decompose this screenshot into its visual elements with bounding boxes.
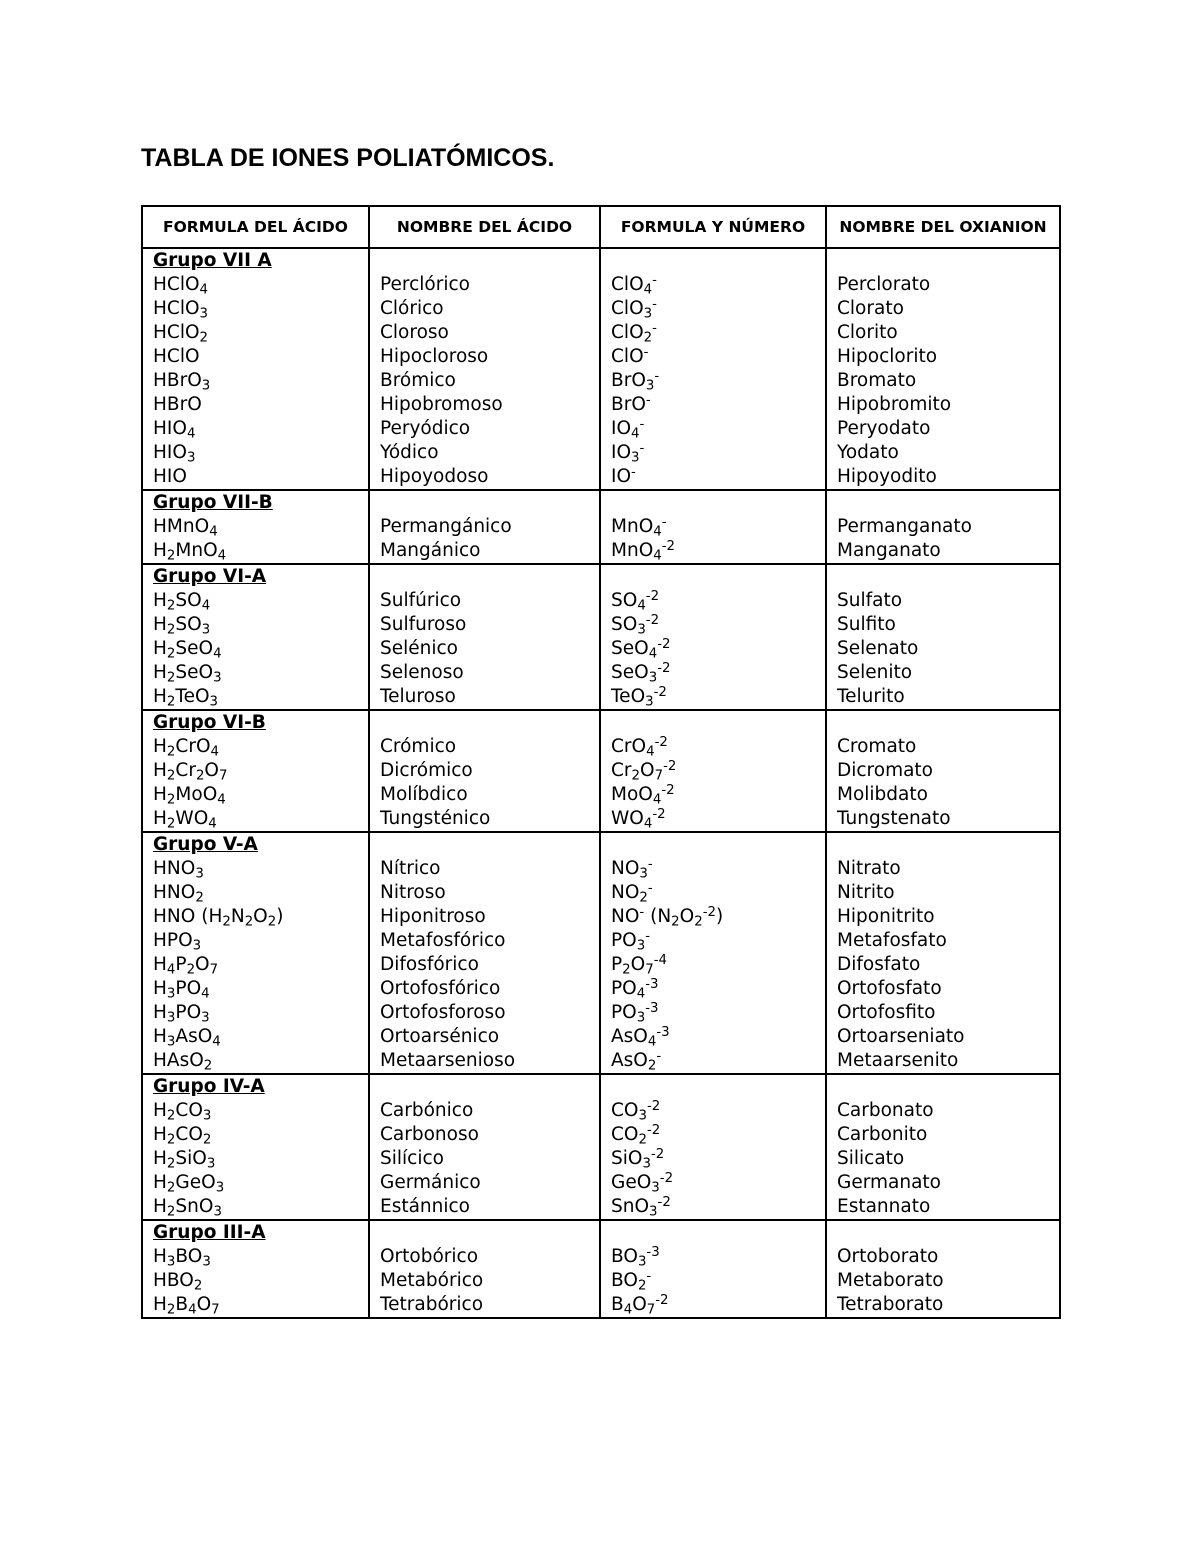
acid-formula: $HNO_3$ xyxy=(142,857,369,881)
acid-name: Dicrómico xyxy=(369,759,600,783)
table-row xyxy=(142,369,1060,393)
group-name: Grupo VII-B xyxy=(153,492,273,513)
oxyanion-name: Permanganato xyxy=(826,515,1060,539)
acid-formula: $H_2GeO_3$ xyxy=(142,1171,369,1195)
table-row xyxy=(142,1245,1060,1269)
acid-name: Tetrabórico xyxy=(369,1293,600,1318)
empty-cell xyxy=(826,832,1060,857)
table-row xyxy=(142,929,1060,953)
acid-formula: $HBO_2$ xyxy=(142,1269,369,1293)
table-row xyxy=(142,807,1060,832)
table-row xyxy=(142,417,1060,441)
acid-name: Selenoso xyxy=(369,661,600,685)
oxyanion-name: Ortoborato xyxy=(826,1245,1060,1269)
oxyanion-name: Cromato xyxy=(826,735,1060,759)
group-label-cell xyxy=(142,490,369,515)
empty-cell xyxy=(826,248,1060,273)
acid-name: Ortoarsénico xyxy=(369,1025,600,1049)
acid-name: Ortofosforoso xyxy=(369,1001,600,1025)
empty-cell xyxy=(369,1220,600,1245)
oxyanion-name: Germanato xyxy=(826,1171,1060,1195)
acid-formula: $H_2SO_3$ xyxy=(142,613,369,637)
table-row xyxy=(142,783,1060,807)
acid-name: Hipocloroso xyxy=(369,345,600,369)
empty-cell xyxy=(826,1074,1060,1099)
ion-formula: $PO_4^{-3}$ xyxy=(600,977,826,1001)
ion-formula: $PO_3^-$ xyxy=(600,929,826,953)
acid-name: Yódico xyxy=(369,441,600,465)
table-row xyxy=(142,685,1060,710)
ion-formula: ClO$_2$- xyxy=(600,321,826,345)
acid-formula: $H_2SeO_4$ xyxy=(142,637,369,661)
ion-formula: AsO$_2$- xyxy=(600,1049,826,1074)
table-row xyxy=(142,661,1060,685)
table-body xyxy=(142,248,1060,1318)
acid-name: Sulfuroso xyxy=(369,613,600,637)
acid-name: Selénico xyxy=(369,637,600,661)
acid-formula: $H_2Cr_2O_7$ xyxy=(142,759,369,783)
empty-cell xyxy=(369,490,600,515)
acid-name: Carbónico xyxy=(369,1099,600,1123)
empty-cell xyxy=(600,1220,826,1245)
acid-formula: HClO$_2$ xyxy=(142,321,369,345)
table-row xyxy=(142,1001,1060,1025)
acid-name: Crómico xyxy=(369,735,600,759)
oxyanion-name: Manganato xyxy=(826,539,1060,564)
ion-formula: $CO_3^{-2}$ xyxy=(600,1099,826,1123)
acid-name: Ortobórico xyxy=(369,1245,600,1269)
oxyanion-name: Peryodato xyxy=(826,417,1060,441)
oxyanion-name: Yodato xyxy=(826,441,1060,465)
table-row xyxy=(142,759,1060,783)
header-formula-number: FORMULA Y NÚMERO xyxy=(600,206,826,248)
oxyanion-name: Hipobromito xyxy=(826,393,1060,417)
acid-formula: $HNO_2$ xyxy=(142,881,369,905)
polyatomic-ions-table xyxy=(141,205,1061,1319)
oxyanion-name: Ortofosfito xyxy=(826,1001,1060,1025)
ion-formula: SeO$_3^{-2}$ xyxy=(600,661,826,685)
header-acid-name: NOMBRE DEL ÁCIDO xyxy=(369,206,600,248)
oxyanion-name: Sulfito xyxy=(826,613,1060,637)
acid-name: Silícico xyxy=(369,1147,600,1171)
group-header-row xyxy=(142,248,1060,273)
acid-name: Ortofosfórico xyxy=(369,977,600,1001)
empty-cell xyxy=(600,564,826,589)
group-name: Grupo VI-A xyxy=(153,566,267,587)
ion-formula: MnO$_4^{-2}$ xyxy=(600,539,826,564)
acid-name: Hipobromoso xyxy=(369,393,600,417)
table-row xyxy=(142,539,1060,564)
acid-formula: $H_2WO_4$ xyxy=(142,807,369,832)
empty-cell xyxy=(826,1220,1060,1245)
ion-formula: $WO_4^{-2}$ xyxy=(600,807,826,832)
acid-name: Mangánico xyxy=(369,539,600,564)
acid-formula: HClO$_3$ xyxy=(142,297,369,321)
empty-cell xyxy=(369,710,600,735)
oxyanion-name: Nitrito xyxy=(826,881,1060,905)
oxyanion-name: Carbonito xyxy=(826,1123,1060,1147)
acid-name: Metabórico xyxy=(369,1269,600,1293)
table-row xyxy=(142,881,1060,905)
acid-formula: $H_2CrO_4$ xyxy=(142,735,369,759)
ion-formula: ClO- xyxy=(600,345,826,369)
oxyanion-name: Telurito xyxy=(826,685,1060,710)
acid-formula: HBrO xyxy=(142,393,369,417)
table-row xyxy=(142,393,1060,417)
acid-name: Teluroso xyxy=(369,685,600,710)
table-row xyxy=(142,1171,1060,1195)
ion-formula: $BO_3^{-3}$ xyxy=(600,1245,826,1269)
oxyanion-name: Carbonato xyxy=(826,1099,1060,1123)
group-header-row xyxy=(142,564,1060,589)
ion-formula: ClO$_4$- xyxy=(600,273,826,297)
acid-name: Brómico xyxy=(369,369,600,393)
acid-name: Metaarsenioso xyxy=(369,1049,600,1074)
table-row xyxy=(142,1293,1060,1318)
table-row xyxy=(142,321,1060,345)
acid-formula: $H_3AsO_4$ xyxy=(142,1025,369,1049)
group-label-cell xyxy=(142,564,369,589)
table-row xyxy=(142,1049,1060,1074)
acid-formula: $H_2TeO_3$ xyxy=(142,685,369,710)
oxyanion-name: Nitrato xyxy=(826,857,1060,881)
acid-name: Hipoyodoso xyxy=(369,465,600,490)
table-row xyxy=(142,637,1060,661)
acid-formula: $H_2MoO_4$ xyxy=(142,783,369,807)
table-row xyxy=(142,1025,1060,1049)
acid-formula: $HPO_3$ xyxy=(142,929,369,953)
acid-formula: $H_4P_2O_7$ xyxy=(142,953,369,977)
empty-cell xyxy=(369,1074,600,1099)
acid-name: Permangánico xyxy=(369,515,600,539)
group-label-cell xyxy=(142,710,369,735)
acid-formula: HAsO$_2$ xyxy=(142,1049,369,1074)
acid-formula: $H_2CO_3$ xyxy=(142,1099,369,1123)
header-row xyxy=(142,206,1060,248)
acid-formula: $H_2MnO_4$ xyxy=(142,539,369,564)
oxyanion-name: Metaborato xyxy=(826,1269,1060,1293)
table-row xyxy=(142,515,1060,539)
acid-name: Perclórico xyxy=(369,273,600,297)
table-row xyxy=(142,441,1060,465)
oxyanion-name: Tetraborato xyxy=(826,1293,1060,1318)
ion-formula: SnO$_3^{-2}$ xyxy=(600,1195,826,1220)
group-name: Grupo V-A xyxy=(153,834,258,855)
table-row xyxy=(142,1195,1060,1220)
acid-name: Carbonoso xyxy=(369,1123,600,1147)
oxyanion-name: Metaarsenito xyxy=(826,1049,1060,1074)
oxyanion-name: Hipoyodito xyxy=(826,465,1060,490)
ion-formula: SiO$_3^{-2}$ xyxy=(600,1147,826,1171)
oxyanion-name: Hiponitrito xyxy=(826,905,1060,929)
acid-formula: HMnO$_4$ xyxy=(142,515,369,539)
ion-formula: IO- xyxy=(600,465,826,490)
ion-formula: $NO_2^-$ xyxy=(600,881,826,905)
ion-formula: $BO_2^-$ xyxy=(600,1269,826,1293)
group-name: Grupo IV-A xyxy=(153,1076,265,1097)
table-row xyxy=(142,273,1060,297)
ion-formula: $PO_3^{-3}$ xyxy=(600,1001,826,1025)
acid-formula: $H_2CO_2$ xyxy=(142,1123,369,1147)
acid-name: Hiponitroso xyxy=(369,905,600,929)
oxyanion-name: Molibdato xyxy=(826,783,1060,807)
acid-formula: HClO xyxy=(142,345,369,369)
oxyanion-name: Silicato xyxy=(826,1147,1060,1171)
table-header xyxy=(142,206,1060,248)
group-header-row xyxy=(142,1220,1060,1245)
group-header-row xyxy=(142,490,1060,515)
ion-formula: $SO_3^{-2}$ xyxy=(600,613,826,637)
table-row xyxy=(142,613,1060,637)
ion-formula: SeO$_4^{-2}$ xyxy=(600,637,826,661)
ion-formula: NO- $(N_2O_2^{-2})$ xyxy=(600,905,826,929)
oxyanion-name: Estannato xyxy=(826,1195,1060,1220)
ion-formula: CrO$_4^{-2}$ xyxy=(600,735,826,759)
empty-cell xyxy=(600,832,826,857)
oxyanion-name: Clorito xyxy=(826,321,1060,345)
group-header-row xyxy=(142,710,1060,735)
empty-cell xyxy=(600,1074,826,1099)
empty-cell xyxy=(600,248,826,273)
ion-formula: BrO- xyxy=(600,393,826,417)
table-row xyxy=(142,977,1060,1001)
table-row xyxy=(142,465,1060,490)
acid-name: Peryódico xyxy=(369,417,600,441)
acid-name: Difosfórico xyxy=(369,953,600,977)
oxyanion-name: Perclorato xyxy=(826,273,1060,297)
empty-cell xyxy=(826,564,1060,589)
acid-formula: $HIO_3$ xyxy=(142,441,369,465)
table-row xyxy=(142,1123,1060,1147)
table-row xyxy=(142,857,1060,881)
acid-formula: $H_2SiO_3$ xyxy=(142,1147,369,1171)
ion-formula: GeO$_3^{-2}$ xyxy=(600,1171,826,1195)
ion-formula: MnO$_4$- xyxy=(600,515,826,539)
acid-formula: $H_2SnO_3$ xyxy=(142,1195,369,1220)
acid-formula: HBrO$_3$ xyxy=(142,369,369,393)
oxyanion-name: Ortoarseniato xyxy=(826,1025,1060,1049)
group-name: Grupo VI-B xyxy=(153,712,266,733)
oxyanion-name: Metafosfato xyxy=(826,929,1060,953)
table-row xyxy=(142,953,1060,977)
acid-name: Nitroso xyxy=(369,881,600,905)
acid-formula: HNO $(H_2N_2O_2)$ xyxy=(142,905,369,929)
acid-name: Cloroso xyxy=(369,321,600,345)
table-row xyxy=(142,1269,1060,1293)
group-label-cell xyxy=(142,1074,369,1099)
empty-cell xyxy=(369,832,600,857)
acid-formula: $H_3BO_3$ xyxy=(142,1245,369,1269)
group-label-cell xyxy=(142,832,369,857)
group-header-row xyxy=(142,832,1060,857)
empty-cell xyxy=(369,248,600,273)
table-row xyxy=(142,1147,1060,1171)
acid-formula: $H_2SeO_3$ xyxy=(142,661,369,685)
group-label-cell xyxy=(142,1220,369,1245)
acid-formula: $HIO_4$ xyxy=(142,417,369,441)
group-header-row xyxy=(142,1074,1060,1099)
oxyanion-name: Difosfato xyxy=(826,953,1060,977)
oxyanion-name: Tungstenato xyxy=(826,807,1060,832)
header-oxyanion-name: NOMBRE DEL OXIANION xyxy=(826,206,1060,248)
ion-formula: TeO$_3^{-2}$ xyxy=(600,685,826,710)
table-row xyxy=(142,589,1060,613)
oxyanion-name: Hipoclorito xyxy=(826,345,1060,369)
table-row xyxy=(142,345,1060,369)
acid-name: Estánnico xyxy=(369,1195,600,1220)
table-row xyxy=(142,297,1060,321)
empty-cell xyxy=(600,490,826,515)
ion-formula: $IO_4^-$ xyxy=(600,417,826,441)
empty-cell xyxy=(600,710,826,735)
acid-formula: $H_3PO_4$ xyxy=(142,977,369,1001)
acid-name: Clórico xyxy=(369,297,600,321)
acid-name: Sulfúrico xyxy=(369,589,600,613)
acid-name: Molíbdico xyxy=(369,783,600,807)
empty-cell xyxy=(826,490,1060,515)
ion-formula: $IO_3^-$ xyxy=(600,441,826,465)
ion-formula: $CO_2^{-2}$ xyxy=(600,1123,826,1147)
acid-formula: HClO$_4$ xyxy=(142,273,369,297)
acid-formula: $H_2SO_4$ xyxy=(142,589,369,613)
empty-cell xyxy=(369,564,600,589)
ion-formula: $Cr_2O_7^{-2}$ xyxy=(600,759,826,783)
acid-formula: HIO xyxy=(142,465,369,490)
ion-formula: AsO$_4^{-3}$ xyxy=(600,1025,826,1049)
oxyanion-name: Dicromato xyxy=(826,759,1060,783)
acid-name: Tungsténico xyxy=(369,807,600,832)
ion-formula: ClO$_3$- xyxy=(600,297,826,321)
oxyanion-name: Ortofosfato xyxy=(826,977,1060,1001)
oxyanion-name: Clorato xyxy=(826,297,1060,321)
oxyanion-name: Bromato xyxy=(826,369,1060,393)
table-row xyxy=(142,1099,1060,1123)
acid-name: Metafosfórico xyxy=(369,929,600,953)
acid-formula: $H_3PO_3$ xyxy=(142,1001,369,1025)
page-title: TABLA DE IONES POLIATÓMICOS. xyxy=(141,144,555,172)
group-label-cell xyxy=(142,248,369,273)
ion-formula: $P_2O_7^{-4}$ xyxy=(600,953,826,977)
table-row xyxy=(142,905,1060,929)
ion-formula: $B_4O_7^{-2}$ xyxy=(600,1293,826,1318)
oxyanion-name: Selenito xyxy=(826,661,1060,685)
ion-formula: BrO$_3$- xyxy=(600,369,826,393)
oxyanion-name: Selenato xyxy=(826,637,1060,661)
ion-formula: $NO_3^-$ xyxy=(600,857,826,881)
oxyanion-name: Sulfato xyxy=(826,589,1060,613)
acid-name: Germánico xyxy=(369,1171,600,1195)
acid-name: Nítrico xyxy=(369,857,600,881)
table-row xyxy=(142,735,1060,759)
ion-formula: MoO$_4^{-2}$ xyxy=(600,783,826,807)
group-name: Grupo III-A xyxy=(153,1222,266,1243)
ion-formula: $SO_4^{-2}$ xyxy=(600,589,826,613)
group-name: Grupo VII A xyxy=(153,250,272,271)
header-formula-acid: FORMULA DEL ÁCIDO xyxy=(142,206,369,248)
acid-formula: $H_2B_4O_7$ xyxy=(142,1293,369,1318)
empty-cell xyxy=(826,710,1060,735)
